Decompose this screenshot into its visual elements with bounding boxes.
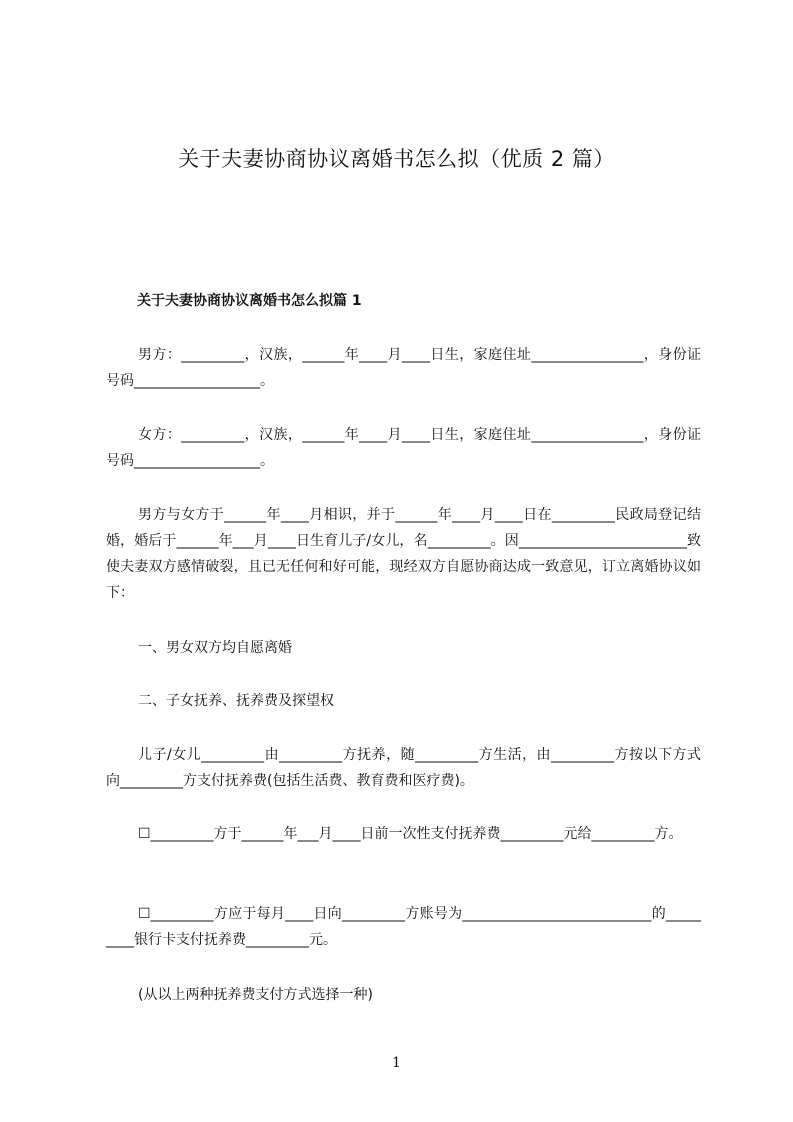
paragraph-clause-two: 二、子女抚养、抚养费及探望权: [138, 693, 334, 709]
paragraph-choose-note: (从以上两种抚养费支付方式选择一种): [138, 987, 373, 1003]
page-number: 1: [392, 1055, 401, 1071]
paragraph-marriage-background: 男方与女方于______年____月相识，并于______年____月____日在_________民政局登记结婚，婚后于______年___月____日生育儿子/女儿，名_________。因________________________致使夫妻双方感情破裂，且已无任何和好可能，现经双方自愿协商达成一致意见，订立离婚协议如下：: [106, 507, 701, 601]
paragraph-custody: 儿子/女儿_________由_________方抚养，随_________方生活，由_________方按以下方式向_________方支付抚养费(包括生活费、教育费和医疗费)。: [106, 747, 701, 789]
paragraph-wife-info: 女方：_________，汉族，______年____月____日生，家庭住址________________，身份证号码__________________。: [106, 427, 701, 469]
paragraph-monthly-option: ☐_________方应于每月____日向_________方账号为___________________________的_________银行卡支付抚养费_________元。: [106, 906, 701, 948]
paragraph-lump-sum-option: ☐_________方于______年___月____日前一次性支付抚养费_________元给_________方。: [138, 826, 683, 842]
paragraph-husband-info: 男方：_________，汉族，______年____月____日生，家庭住址________________，身份证号码__________________。: [106, 347, 701, 389]
document-title: 关于夫妻协商协议离婚书怎么拟（优质 2 篇）: [178, 147, 615, 171]
paragraph-clause-one: 一、男女双方均自愿离婚: [138, 640, 292, 656]
section-heading: 关于夫妻协商协议离婚书怎么拟篇 1: [137, 293, 362, 309]
